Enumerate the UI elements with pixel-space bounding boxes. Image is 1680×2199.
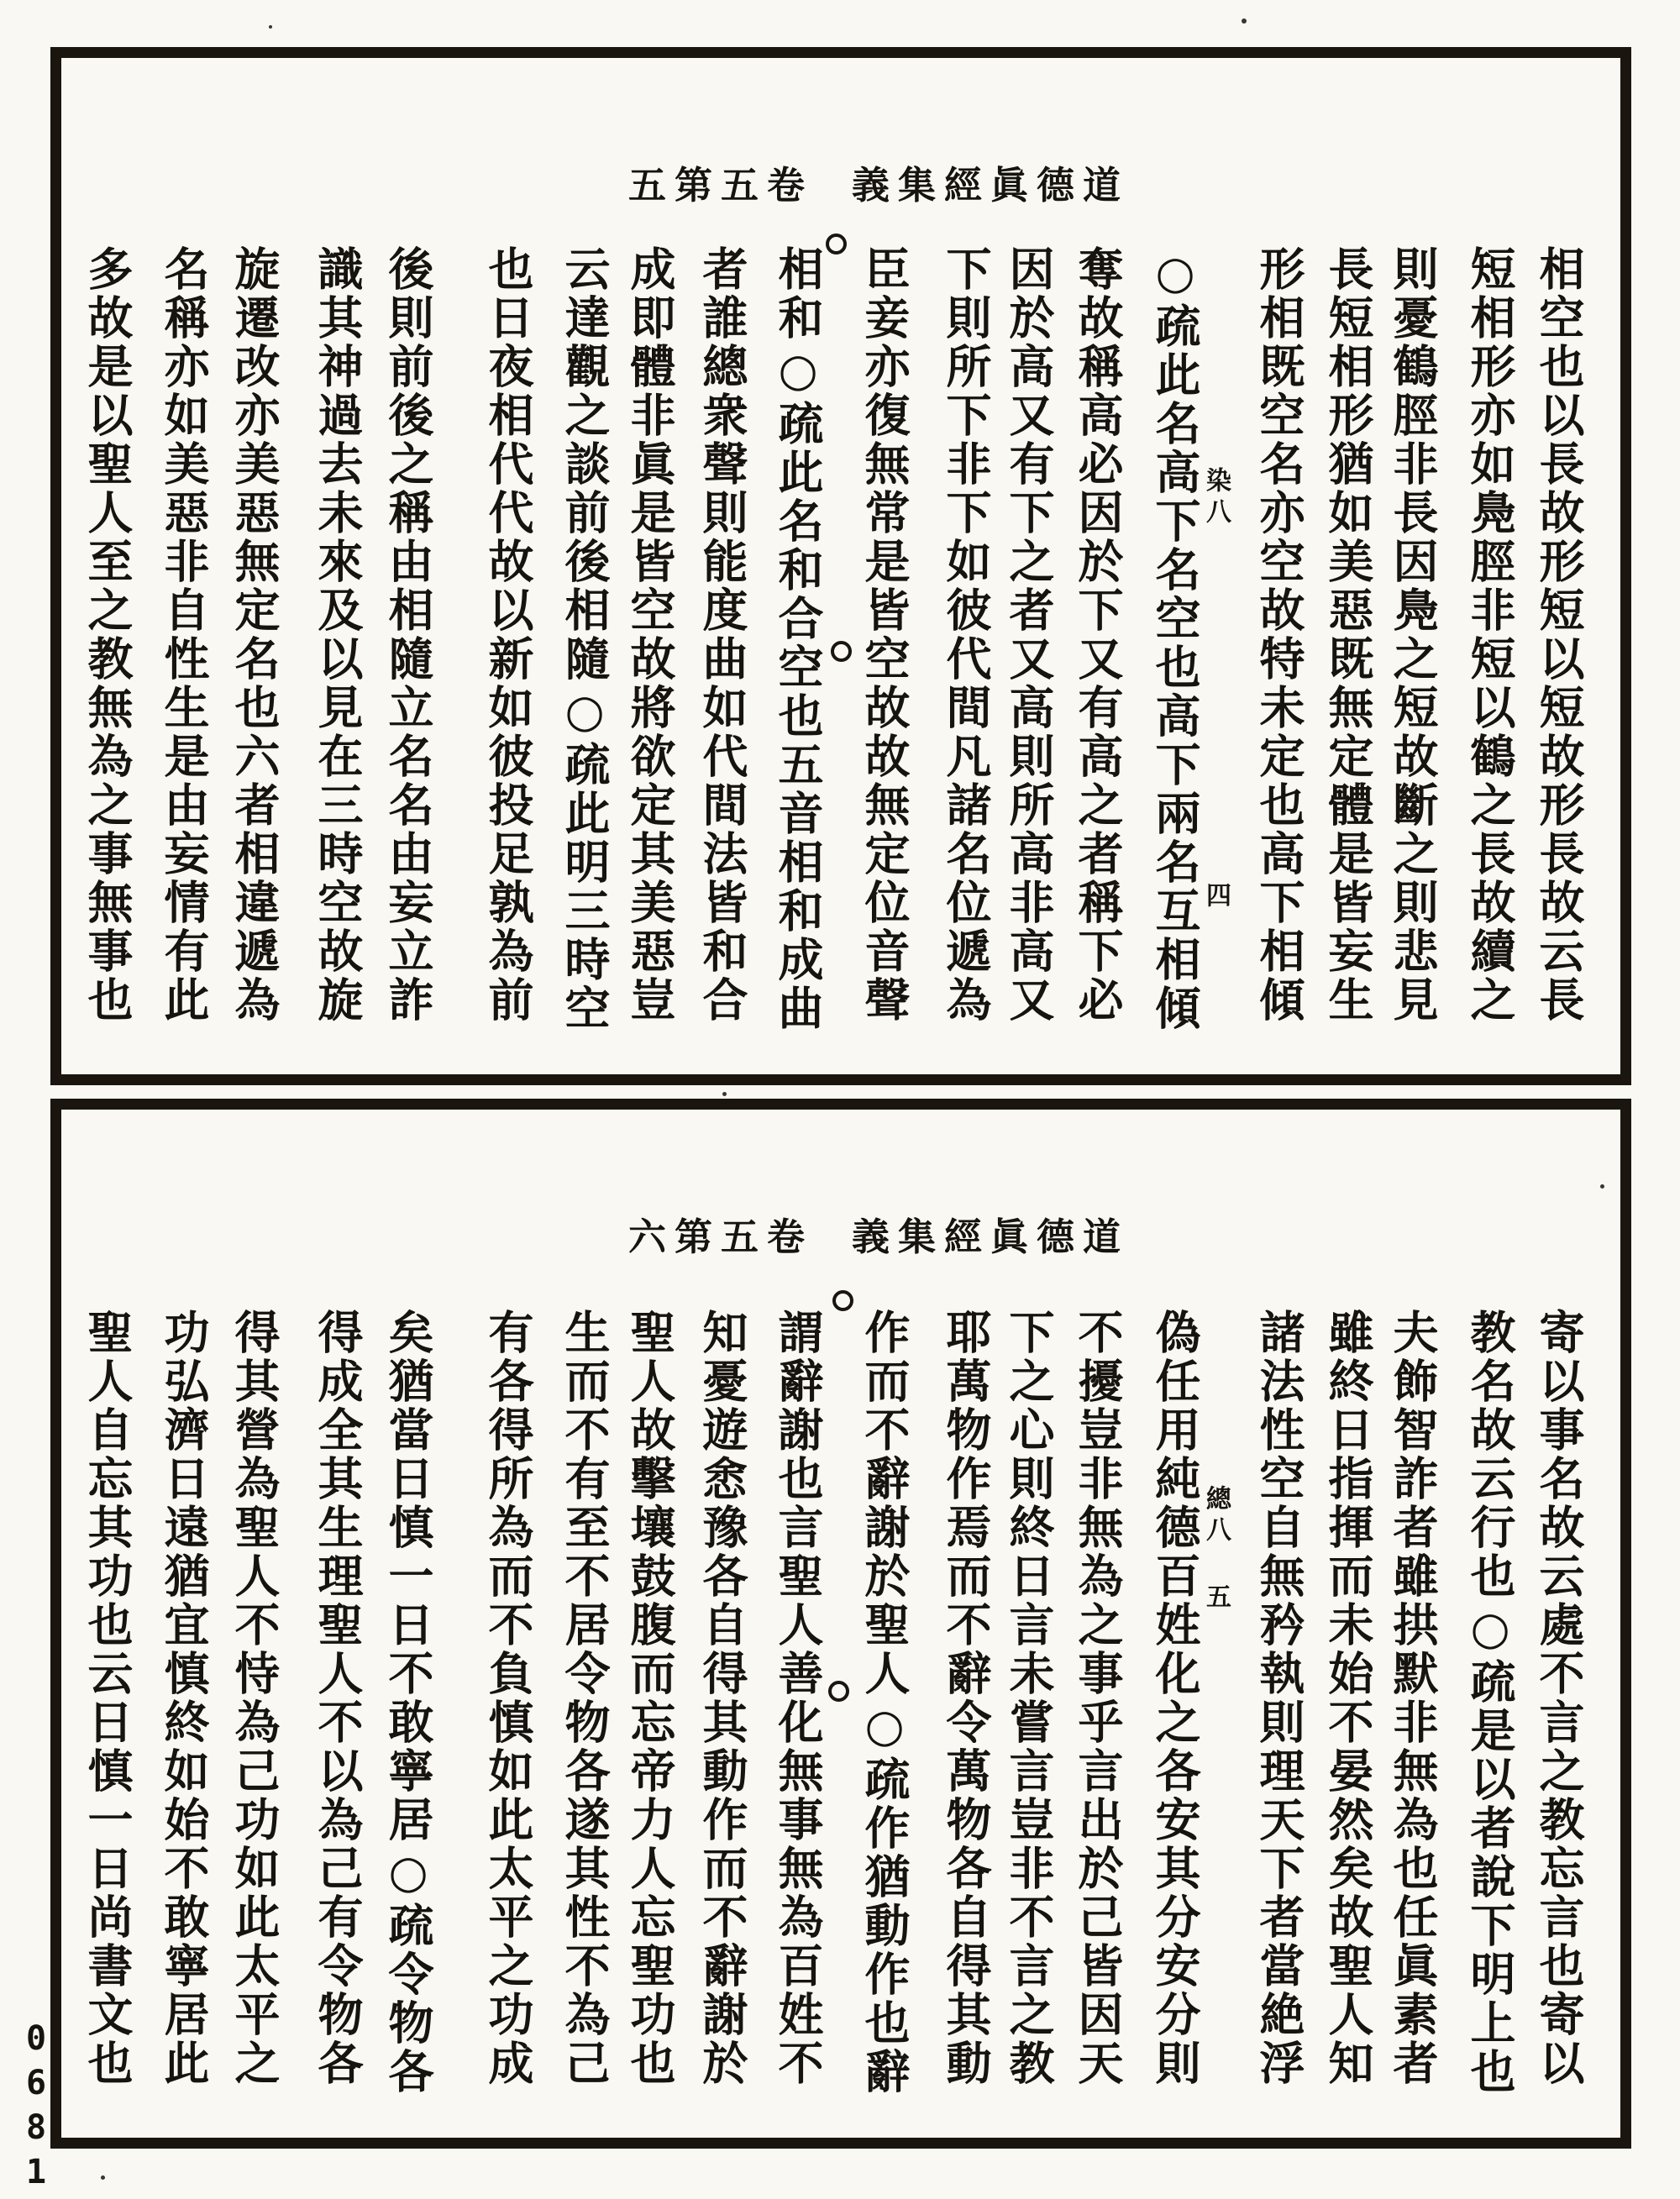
upper-column-3: 則憂鶴脛非長因鳧之短故斷之則悲見: [1386, 245, 1440, 1025]
upper-column-9: 下則所下非下如彼代間凡諸名位遞為: [939, 245, 993, 1025]
lower-column-6: 偽任用純德百姓化之各安其分安分則: [1148, 1309, 1202, 2088]
lower-column-16: 矣猶當日慎一日不敢寧居○疏令物各: [381, 1309, 435, 2097]
scan-speck: [1242, 18, 1247, 24]
lower-text-block: [50, 1099, 1631, 2149]
upper-column-4: 長短相形猶如美惡既無定體是皆妄生: [1321, 245, 1375, 1025]
section-circle-mark: [828, 1681, 849, 1702]
scan-speck: [722, 1092, 727, 1096]
upper-column-6: ○疏此名高下名空也高下兩名互相傾: [1148, 245, 1202, 1033]
upper-column-8: 因於高又有下之者又高則所高非高又: [1002, 245, 1056, 1025]
upper-column-area: [61, 58, 1620, 1074]
upper-column-7: 奪故稱高必因於下又有高之者稱下必: [1071, 245, 1125, 1025]
upper-column-10: 臣妾亦復無常是皆空故故無定位音聲: [858, 245, 911, 1025]
upper-column-12: 者誰總衆聲則能度曲如代間法皆和合: [696, 245, 749, 1025]
scan-speck: [269, 25, 272, 29]
upper-column-11: 相和○疏此名和合空也五音相和成曲: [771, 245, 825, 1033]
upper-column-2: 短相形亦如鳧脛非短以鶴之長故續之: [1463, 245, 1517, 1025]
lower-column-11: 謂辭謝也言聖人善化無事無為百姓不: [771, 1309, 825, 2088]
upper-column-13: 成即體非眞是皆空故將欲定其美惡豈: [623, 245, 677, 1025]
upper-column-15: 也日夜相代代故以新如彼投足孰為前: [481, 245, 535, 1025]
upper-header-title: 義集經眞德道: [852, 163, 1130, 207]
lower-column-12: 知憂遊悆豫各自得其動作而不辭謝於: [696, 1309, 749, 2088]
lower-column-13: 聖人故擊壤鼓腹而忘帝力人忘聖功也: [623, 1309, 677, 2088]
lower-column-area: [61, 1110, 1620, 2138]
section-circle-mark: [826, 234, 847, 255]
section-circle-mark: [832, 1290, 853, 1311]
scan-speck: [101, 2175, 105, 2180]
upper-text-block: [50, 47, 1631, 1085]
lower-column-4: 雖終日指揮而未始不晏然矣故聖人知: [1321, 1309, 1375, 2088]
upper-column-19: 名稱亦如美惡非自性生是由妄情有此: [157, 245, 211, 1025]
lower-column-5: 諸法性空自無矜執則理天下者當絶浮: [1252, 1309, 1306, 2088]
lower-column-8: 下之心則終日言未嘗言豈非不言之教: [1002, 1309, 1056, 2088]
lower-column-17: 得成全其生理聖人不以為己有令物各: [311, 1309, 365, 2088]
page-number: 0681: [17, 2019, 55, 2197]
lower-leaf-number-mark: 五: [1201, 1583, 1231, 1614]
scan-speck: [1600, 1184, 1604, 1189]
lower-column-14: 生而不有至不居令物各遂其性不為己: [558, 1309, 612, 2088]
lower-column-3: 夫飾智詐者雖拱默非無為也任眞素者: [1386, 1309, 1440, 2088]
upper-column-14: 云達觀之談前後相隨○疏此明三時空: [558, 245, 612, 1033]
lower-column-9: 耶萬物作焉而不辭令萬物各自得其動: [939, 1309, 993, 2088]
upper-column-5: 形相既空名亦空故特未定也高下相傾: [1252, 245, 1306, 1025]
lower-collation-mark: 總八: [1201, 1485, 1231, 1547]
lower-column-1: 寄以事名故云處不言之教忘言也寄以: [1532, 1309, 1586, 2088]
upper-collation-mark: 染八: [1201, 467, 1231, 529]
upper-leaf-number-mark: 四: [1201, 882, 1231, 913]
lower-column-15: 有各得所為而不負慎如此太平之功成: [481, 1309, 535, 2088]
upper-column-18: 旋遷改亦美惡無定名也六者相違遞為: [228, 245, 281, 1025]
upper-column-1: 相空也以長故形短以短故形長故云長: [1532, 245, 1586, 1025]
lower-header-volume-label: 六第五卷: [628, 1215, 814, 1259]
lower-column-10: 作而不辭謝於聖人○疏作猶動作也辭: [858, 1309, 911, 2097]
section-circle-mark: [831, 641, 852, 662]
upper-column-17: 識其神過去未來及以見在三時空故旋: [311, 245, 365, 1025]
lower-column-2: 教名故云行也○疏是以者說下明上也: [1463, 1309, 1517, 2097]
upper-column-16: 後則前後之稱由相隨立名名由妄立詐: [381, 245, 435, 1025]
lower-column-20: 聖人自忘其功也云日慎一日尚書文也: [81, 1309, 134, 2088]
lower-column-19: 功弘濟日遠猶宜慎終如始不敢寧居此: [157, 1309, 211, 2088]
lower-column-18: 得其營為聖人不恃為己功如此太平之: [228, 1309, 281, 2088]
upper-header-volume-label: 五第五卷: [628, 163, 814, 207]
upper-column-20: 多故是以聖人至之教無為之事無事也: [81, 245, 134, 1025]
lower-header-title: 義集經眞德道: [852, 1215, 1130, 1259]
lower-column-7: 不擾豈非無為之事乎言出於己皆因天: [1071, 1309, 1125, 2088]
